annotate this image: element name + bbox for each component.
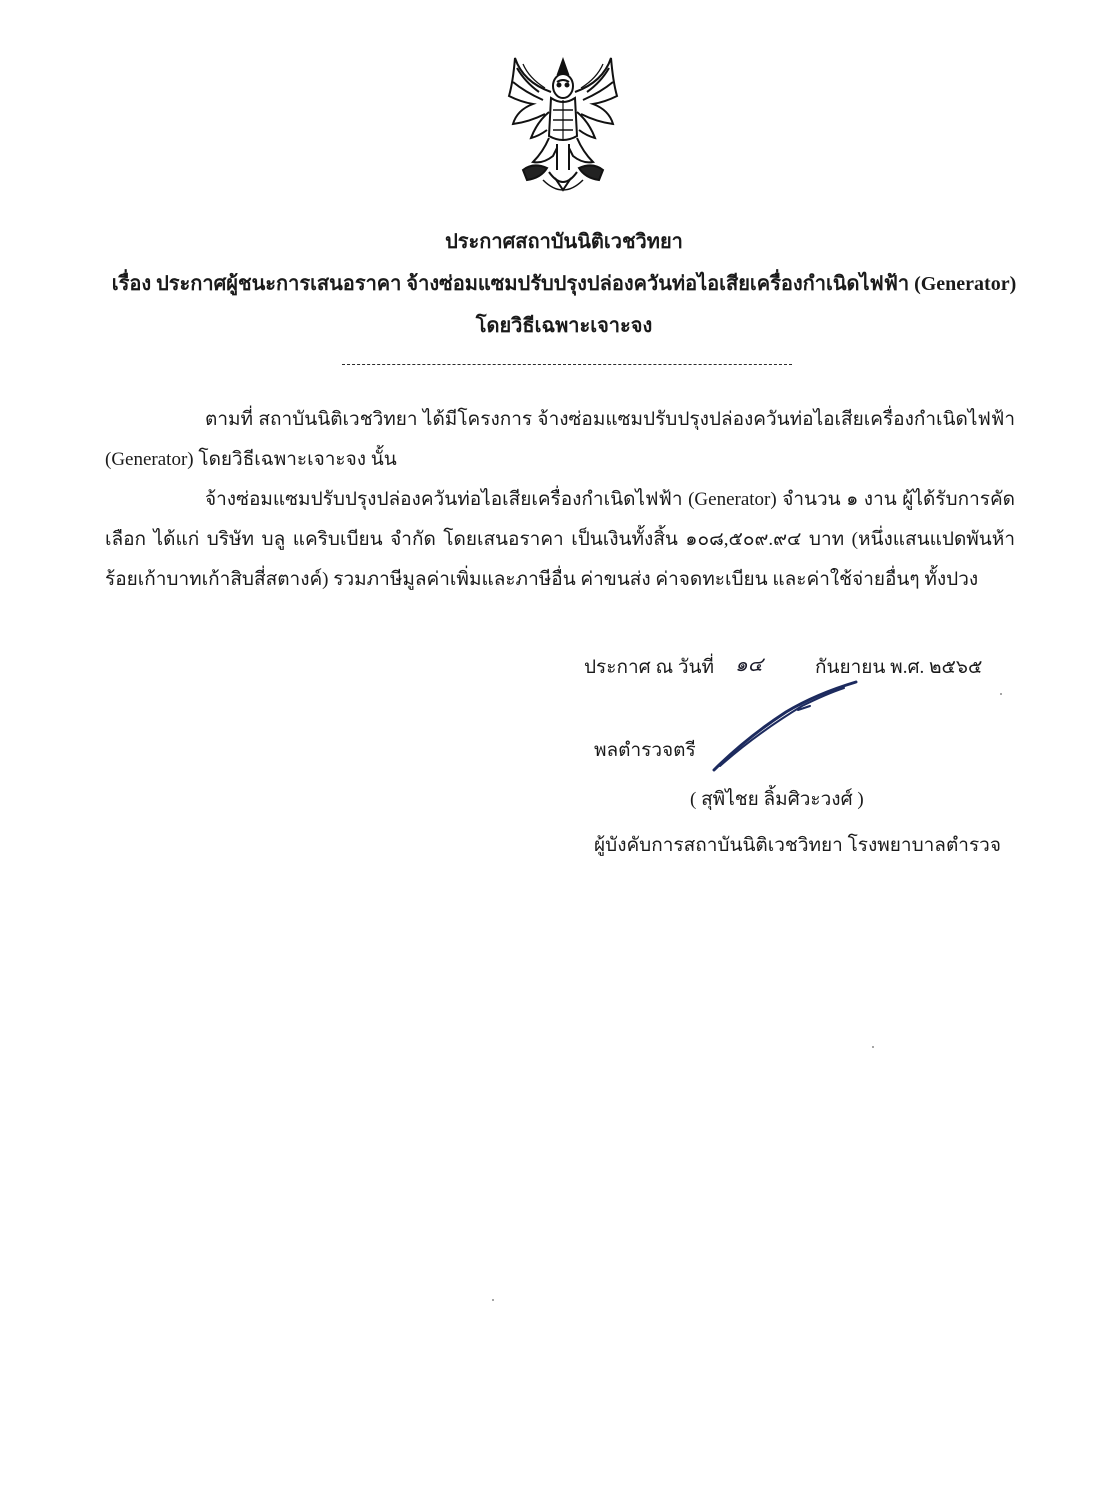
garuda-emblem-icon xyxy=(503,52,623,202)
handwritten-signature-icon xyxy=(706,676,866,776)
announcement-method: โดยวิธีเฉพาะเจาะจง xyxy=(475,315,653,337)
signatory-position: ผู้บังคับการสถาบันนิติเวชวิทยา โรงพยาบาลตำรวจ xyxy=(594,835,1001,856)
scan-speck xyxy=(872,1046,874,1048)
date-month-year: กันยายน พ.ศ. ๒๕๖๕ xyxy=(815,657,983,678)
header-divider xyxy=(342,364,792,365)
scan-speck xyxy=(1000,693,1002,695)
scan-speck xyxy=(492,1299,494,1301)
signatory-name: ( สุพิไชย ลิ้มศิวะวงศ์ ) xyxy=(690,789,864,810)
date-day-handwritten: ๑๔ xyxy=(735,652,763,676)
body-paragraph-1: ตามที่ สถาบันนิติเวชวิทยา ได้มีโครงการ จ้างซ่อมแซมปรับปรุงปล่องควันท่อไอเสียเครื่องกำเนิดไฟฟ้า (Generator) โดยวิธีเฉพาะเจาะจง นั้น xyxy=(105,409,1015,470)
announcement-subject: เรื่อง ประกาศผู้ชนะการเสนอราคา จ้างซ่อมแซมปรับปรุงปล่องควันท่อไอเสียเครื่องกำเนิดไฟฟ้า (Generator) xyxy=(111,273,1017,295)
signatory-rank: พลตำรวจตรี xyxy=(594,740,696,761)
body-paragraph-2: จ้างซ่อมแซมปรับปรุงปล่องควันท่อไอเสียเครื่องกำเนิดไฟฟ้า (Generator) จำนวน ๑ งาน ผู้ได้รับการคัดเลือก ได้แก่ บริษัท บลู แคริบเบียน จำกัด โดยเสนอราคา เป็นเงินทั้งสิ้น ๑๐๘,๕๐๙.๙๔ บาท (หนึ่งแสนแปดพันห้าร้อยเก้าบาทเก้าสิบสี่สตางค์) รวมภาษีมูลค่าเพิ่มและภาษีอื่น ค่าขนส่ง ค่าจดทะเบียน และค่าใช้จ่ายอื่นๆ ทั้งปวง xyxy=(105,489,1015,590)
date-prefix: ประกาศ ณ วันที่ xyxy=(584,657,715,678)
announcement-title: ประกาศสถาบันนิติเวชวิทยา xyxy=(445,231,683,253)
